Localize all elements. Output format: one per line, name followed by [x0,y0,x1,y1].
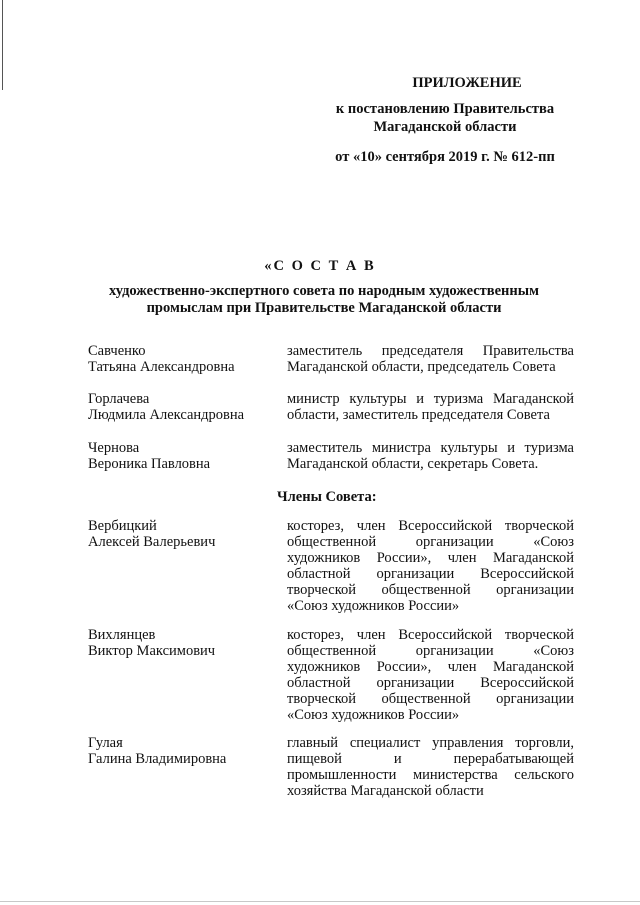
member-role: заместитель министра культуры и туризма Магаданской области, секретарь Совета. [287,440,574,472]
member-given-names: Людмила Александровна [88,407,245,423]
member-name [88,343,263,375]
appendix-ref-line1: к постановлению Правительства [335,101,555,117]
member-given-names: Виктор Максимович [88,643,216,659]
scan-edge-left [2,0,3,90]
member-given-names: Алексей Валерьевич [88,534,216,550]
appendix-date: от «10» сентября 2019 г. № 612-пп [335,149,555,165]
member-surname: Горлачева [88,391,150,407]
document-subtitle-line1: художественно-экспертного совета по народным художественным [109,283,539,299]
member-surname: Савченко [88,343,146,359]
appendix-title: ПРИЛОЖЕНИЕ [412,75,522,91]
member-surname: Вербицкий [88,518,157,534]
document-title: «С О С Т А В [264,258,376,274]
scan-edge-bottom [0,901,640,902]
member-name [88,627,263,659]
member-name [88,735,263,767]
member-surname: Гулая [88,735,123,751]
member-name [88,440,263,472]
appendix-ref-line2: Магаданской области [373,119,517,135]
members-heading: Члены Совета: [277,489,377,505]
member-role: главный специалист управления торговли, пищевой и перерабатывающей промышленности министерства сельского хозяйства Магаданской области [287,735,574,799]
member-given-names: Татьяна Александровна [88,359,235,375]
document-subtitle-line2: промыслам при Правительстве Магаданской области [146,300,502,316]
member-given-names: Галина Владимировна [88,751,227,767]
member-surname: Чернова [88,440,140,456]
member-role: министр культуры и туризма Магаданской области, заместитель председателя Совета [287,391,574,423]
member-surname: Вихлянцев [88,627,156,643]
member-name [88,391,263,423]
member-role: косторез, член Всероссийской творческой общественной организации «Союз художников России», член Магаданской областной организации Всероссийской творческой общественной организации «Союз художников России» [287,627,574,723]
document-subtitle [78,283,570,317]
member-role: заместитель председателя Правительства Магаданской области, председатель Совета [287,343,574,375]
appendix-header [300,74,590,166]
member-given-names: Вероника Павловна [88,456,211,472]
member-role: косторез, член Всероссийской творческой общественной организации «Союз художников России», член Магаданской областной организации Всероссийской творческой общественной организации «Союз художников России» [287,518,574,614]
member-name [88,518,263,550]
